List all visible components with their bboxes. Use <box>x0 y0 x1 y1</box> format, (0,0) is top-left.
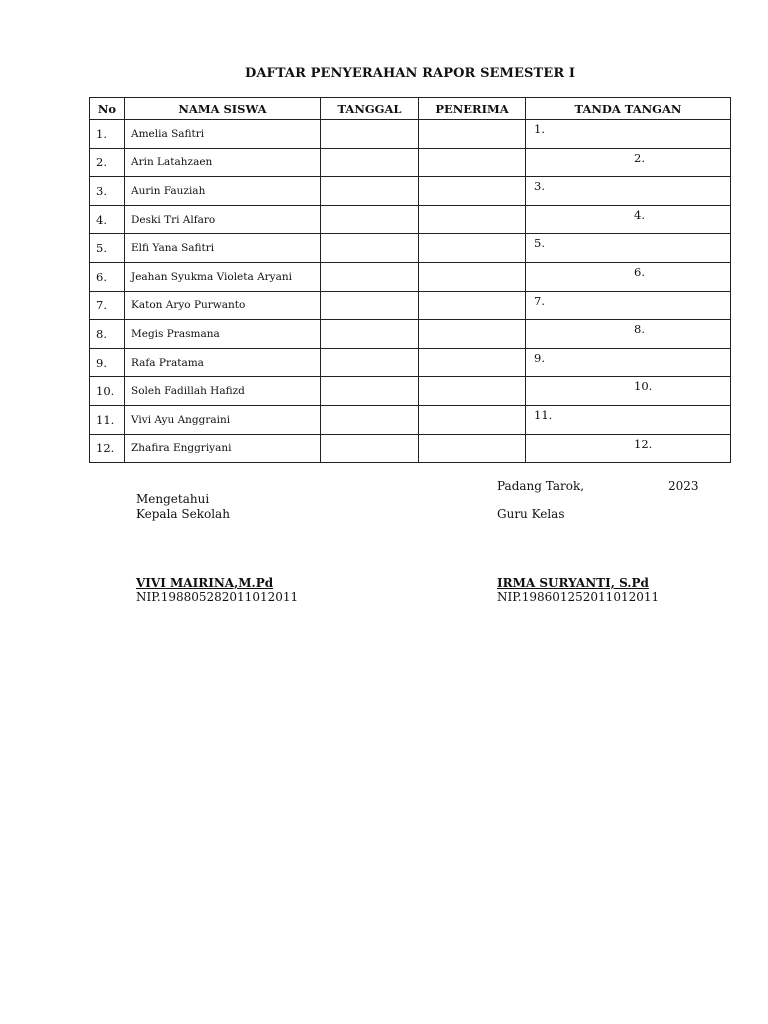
student-name: Deski Tri Alfaro <box>125 205 321 234</box>
date-cell <box>321 434 419 463</box>
receiver-cell <box>419 405 526 434</box>
signature-number: 1. <box>534 122 545 136</box>
date-cell <box>321 405 419 434</box>
row-number: 5. <box>90 234 125 263</box>
signature-number: 4. <box>634 207 645 222</box>
receiver-cell <box>419 120 526 149</box>
date-cell <box>321 348 419 377</box>
signature-number: 3. <box>534 179 545 194</box>
date-cell <box>321 120 419 149</box>
signature-number: 7. <box>534 293 545 308</box>
receiver-cell <box>419 234 526 263</box>
student-name: Vivi Ayu Anggraini <box>125 405 321 434</box>
table-row <box>90 348 731 377</box>
student-name: Katon Aryo Purwanto <box>125 291 321 320</box>
student-name: Arin Latahzaen <box>125 148 321 177</box>
table-row <box>90 405 731 434</box>
table-row <box>90 434 731 463</box>
signature-cell <box>526 234 731 263</box>
row-number: 10. <box>90 377 125 406</box>
row-number: 12. <box>90 434 125 463</box>
report-handover-table <box>89 97 731 463</box>
date-cell <box>321 148 419 177</box>
teacher-nip: NIP.198601252011012011 <box>497 590 660 604</box>
receiver-cell <box>419 148 526 177</box>
table-row <box>90 177 731 206</box>
date-cell <box>321 320 419 349</box>
student-name: Soleh Fadillah Hafizd <box>125 377 321 406</box>
signature-cell <box>526 148 731 177</box>
year-label: 2023 <box>668 479 699 493</box>
signature-number: 9. <box>534 350 545 365</box>
receiver-cell <box>419 320 526 349</box>
receiver-cell <box>419 205 526 234</box>
signature-cell <box>526 120 731 149</box>
signature-number: 6. <box>634 264 645 279</box>
row-number: 3. <box>90 177 125 206</box>
principal-nip: NIP.198805282011012011 <box>136 590 299 604</box>
table-row <box>90 377 731 406</box>
student-name: Rafa Pratama <box>125 348 321 377</box>
signature-cell <box>526 177 731 206</box>
table-row <box>90 320 731 349</box>
principal-name: VIVI MAIRINA,M.Pd <box>136 576 274 590</box>
header-receiver: PENERIMA <box>419 98 526 120</box>
student-name: Elfi Yana Safitri <box>125 234 321 263</box>
signature-number: 12. <box>634 436 653 451</box>
signature-number: 8. <box>634 322 645 337</box>
receiver-cell <box>419 262 526 291</box>
header-student-name: NAMA SISWA <box>125 98 321 120</box>
receiver-cell <box>419 377 526 406</box>
teacher-name: IRMA SURYANTI, S.Pd <box>497 576 649 590</box>
header-no: No <box>90 98 125 120</box>
row-number: 2. <box>90 148 125 177</box>
header-date: TANGGAL <box>321 98 419 120</box>
student-name: Amelia Safitri <box>125 120 321 149</box>
document-title: DAFTAR PENYERAHAN RAPOR SEMESTER I <box>244 66 576 81</box>
signature-cell <box>526 405 731 434</box>
place-label: Padang Tarok, <box>497 479 585 493</box>
date-cell <box>321 177 419 206</box>
signature-cell <box>526 205 731 234</box>
date-cell <box>321 377 419 406</box>
signature-number: 2. <box>634 150 645 165</box>
row-number: 6. <box>90 262 125 291</box>
row-number: 11. <box>90 405 125 434</box>
signature-cell <box>526 262 731 291</box>
date-cell <box>321 291 419 320</box>
row-number: 9. <box>90 348 125 377</box>
table-row <box>90 234 731 263</box>
date-cell <box>321 205 419 234</box>
row-number: 8. <box>90 320 125 349</box>
signature-cell <box>526 348 731 377</box>
table-row <box>90 148 731 177</box>
receiver-cell <box>419 348 526 377</box>
student-name: Megis Prasmana <box>125 320 321 349</box>
signature-number: 5. <box>534 236 545 251</box>
student-name: Zhafira Enggriyani <box>125 434 321 463</box>
table-row <box>90 120 731 149</box>
signature-cell <box>526 320 731 349</box>
header-signature: TANDA TANGAN <box>526 98 731 120</box>
table-header-row <box>90 98 731 120</box>
date-cell <box>321 262 419 291</box>
signature-cell <box>526 291 731 320</box>
signature-cell <box>526 434 731 463</box>
row-number: 7. <box>90 291 125 320</box>
table-row <box>90 291 731 320</box>
table-body <box>90 120 731 463</box>
receiver-cell <box>419 434 526 463</box>
acknowledge-label: Mengetahui <box>136 492 210 506</box>
table-row <box>90 262 731 291</box>
signature-number: 10. <box>634 379 653 394</box>
receiver-cell <box>419 291 526 320</box>
row-number: 4. <box>90 205 125 234</box>
receiver-cell <box>419 177 526 206</box>
row-number: 1. <box>90 120 125 149</box>
student-name: Jeahan Syukma Violeta Aryani <box>125 262 321 291</box>
date-cell <box>321 234 419 263</box>
table-row <box>90 205 731 234</box>
teacher-role: Guru Kelas <box>497 507 565 521</box>
signature-cell <box>526 377 731 406</box>
student-name: Aurin Fauziah <box>125 177 321 206</box>
principal-role: Kepala Sekolah <box>136 507 230 521</box>
signature-number: 11. <box>534 407 553 422</box>
